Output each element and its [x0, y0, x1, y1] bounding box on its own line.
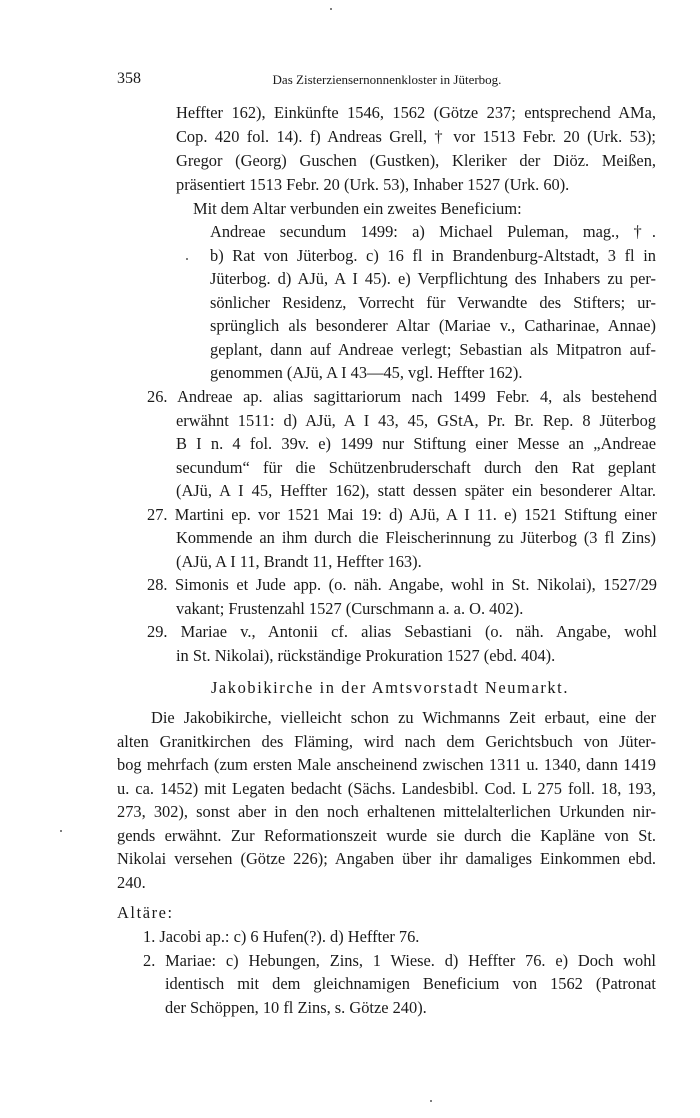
text-line: (AJü, A I 11, Brandt 11, Heffter 163).	[176, 552, 422, 571]
text-line: Nikolai versehen (Götze 226); Angaben über ihr damaliges Einkommen ebd.	[117, 849, 656, 868]
list-item: 26. Andreae ap. alias sagittariorum nach 1499 Febr. 4, als bestehend	[147, 387, 657, 406]
text-line: 273, 302), sonst aber in den noch erhaltenen mittelalterlichen Urkunden nir-	[117, 802, 656, 821]
text-line: B I n. 4 fol. 39v. e) 1499 nur Stiftung einer Messe an „Andreae	[176, 434, 656, 453]
text-line: der Schöppen, 10 fl Zins, s. Götze 240).	[165, 998, 427, 1017]
text-line: identisch mit dem gleichnamigen Beneficium von 1562 (Patronat	[165, 974, 656, 993]
page-header	[117, 70, 657, 90]
speck	[60, 830, 62, 832]
text-line: Gregor (Georg) Guschen (Gustken), Kleriker der Diöz. Meißen,	[176, 151, 656, 170]
text-line: geplant, dann auf Andreae verlegt; Sebastian als Mitpatron auf-	[210, 340, 656, 359]
text-line: 240.	[117, 873, 146, 892]
speck	[186, 258, 188, 260]
text-line: b) Rat von Jüterbog. c) 16 fl in Brandenburg-Altstadt, 3 fl in	[210, 246, 656, 265]
text-line: präsentiert 1513 Febr. 20 (Urk. 53), Inhaber 1527 (Urk. 60).	[176, 175, 570, 194]
list-item: 1. Jacobi ap.: c) 6 Hufen(?). d) Heffter 76.	[143, 927, 420, 946]
list-item: 29. Mariae v., Antonii cf. alias Sebastiani (o. näh. Angabe, wohl	[147, 622, 657, 641]
text-line: sönlicher Residenz, Vorrecht für Verwandte des Stifters; ur-	[210, 293, 656, 312]
text-line: genommen (AJü, A I 43—45, vgl. Heffter 162).	[210, 363, 523, 382]
list-item: 28. Simonis et Jude app. (o. näh. Angabe, wohl in St. Nikolai), 1527/29	[147, 575, 657, 594]
list-item: 2. Mariae: c) Hebungen, Zins, 1 Wiese. d) Heffter 76. e) Doch wohl	[143, 951, 656, 970]
text-line: Heffter 162), Einkünfte 1546, 1562 (Götze 237; entsprechend AMa,	[176, 103, 656, 122]
text-line: Kommende an ihm durch die Fleischerinnung zu Jüterbog (3 fl Zins)	[176, 528, 656, 547]
text-line: sprünglich als besonderer Altar (Mariae v., Catharinae, Annae)	[210, 316, 656, 335]
text-line: Mit dem Altar verbunden ein zweites Beneficium:	[193, 199, 522, 218]
list-item: 27. Martini ep. vor 1521 Mai 19: d) AJü, A I 11. e) 1521 Stiftung einer	[147, 505, 657, 524]
text-line: Cop. 420 fol. 14). f) Andreas Grell, † vor 1513 Febr. 20 (Urk. 53);	[176, 127, 656, 146]
text-line: erwähnt 1511: d) AJü, A I 43, 45, GStA, Pr. Br. Rep. 8 Jüterbog	[176, 411, 656, 430]
text-line: vakant; Frustenzahl 1527 (Curschmann a. a. O. 402).	[176, 599, 524, 618]
text-line: u. ca. 1452) mit Legaten bedacht (Sächs. Landesbibl. Cod. L 275 foll. 18, 193,	[117, 779, 656, 798]
text-line: alten Granitkirchen des Fläming, wird nach dem Gerichtsbuch von Jüter-	[117, 732, 656, 751]
text-line: (AJü, A I 45, Heffter 162), statt dessen später ein besonderer Altar.	[176, 481, 656, 500]
text-line: in St. Nikolai), rückständige Prokuration 1527 (ebd. 404).	[176, 646, 556, 665]
text-line: Die Jakobikirche, vielleicht schon zu Wichmanns Zeit erbaut, eine der	[151, 708, 656, 727]
text-line: secundum“ für die Schützenbruderschaft durch den Rat geplant	[176, 458, 656, 477]
altars-heading: Altäre:	[117, 903, 174, 922]
text-line: gends erwähnt. Zur Reformationszeit wurde sie durch die Kapläne von St.	[117, 826, 656, 845]
text-line: bog mehrfach (zum ersten Male anscheinend zwischen 1311 u. 1340, dann 1419	[117, 755, 656, 774]
text-line: Andreae secundum 1499: a) Michael Puleman, mag., †.	[210, 222, 656, 241]
speck	[430, 1100, 432, 1102]
speck	[330, 8, 332, 10]
text-line: Jüterbog. d) AJü, A I 45). e) Verpflichtung des Inhabers zu per-	[210, 269, 656, 288]
running-title: Das Zisterziensernonnenkloster in Jüterbog.	[272, 72, 502, 87]
page-number: 358	[117, 70, 141, 87]
section-heading: Jakobikirche in der Amtsvorstadt Neumarkt.	[210, 678, 570, 697]
